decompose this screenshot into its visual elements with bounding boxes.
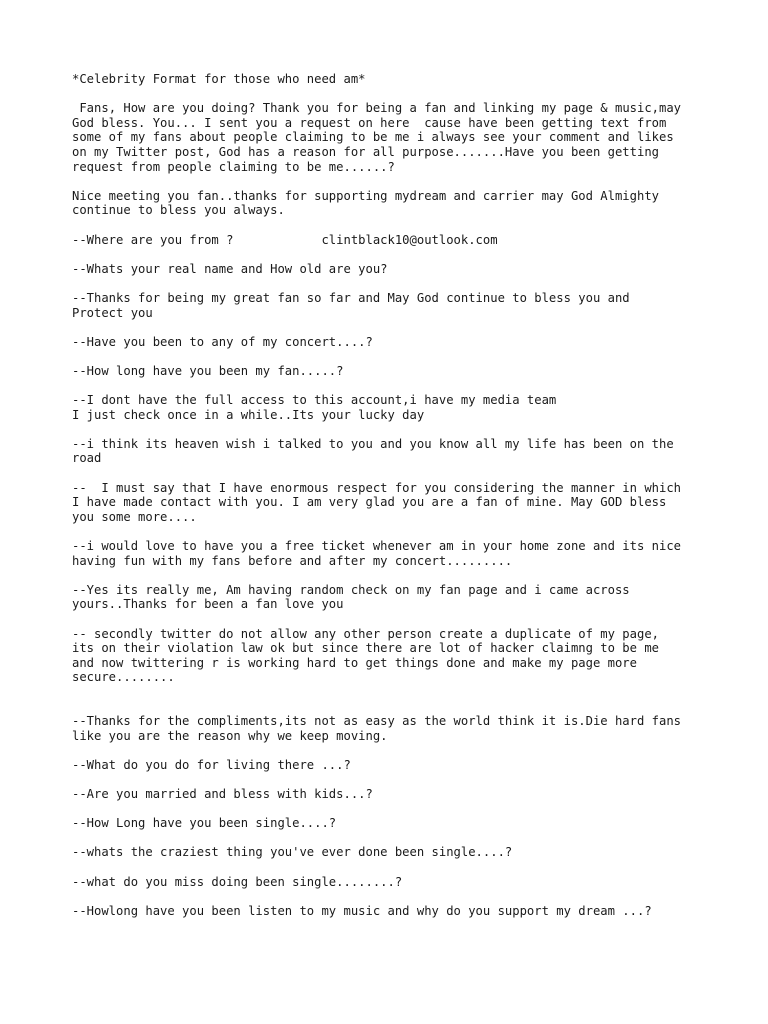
paragraph-fan-greeting: Fans, How are you doing? Thank you for being a fan and linking my page & music,may God bless. You... I sent you a request on here cause have been getting text from some of my fans about people claiming to be me i always see your comment and likes on my Twitter post, God has a reason for all purpose.......Have you been getting request from people claiming to be me......? [72,101,682,174]
paragraph-media-team: --I dont have the full access to this account,i have my media team I just check once in a while..Its your lucky day [72,393,557,422]
paragraph-miss-doing: --what do you miss doing been single........? [72,874,403,889]
paragraph-free-ticket: --i would love to have you a free ticket whenever am in your home zone and its nice having fun with my fans before and after my concert......... [72,539,682,568]
paragraph-where-from: --Where are you from ? clintblack10@outlook.com [72,232,498,247]
paragraph-listen-music: --Howlong have you been listen to my music and why do you support my dream ...? [72,903,652,918]
paragraph-single: --How Long have you been single....? [72,816,337,831]
paragraph-compliments: --Thanks for the compliments,its not as easy as the world think it is.Die hard fans like you are the reason why we keep moving. [72,714,682,743]
paragraph-respect: -- I must say that I have enormous respect for you considering the manner in which I have made contact with you. I am very glad you are a fan of mine. May GOD bless you some more.... [72,480,682,524]
paragraph-married: --Are you married and bless with kids...? [72,787,373,802]
paragraph-real-name: --Whats your real name and How old are you? [72,261,388,276]
paragraph-nice-meeting: Nice meeting you fan..thanks for supporting mydream and carrier may God Almighty continue to bless you always. [72,188,659,218]
paragraph-concert: --Have you been to any of my concert....? [72,334,373,349]
paragraph-thanks-great-fan: --Thanks for being my great fan so far and May God continue to bless you and Protect you [72,290,630,320]
paragraph-how-long-fan: --How long have you been my fan.....? [72,363,344,378]
document-page [72,72,712,933]
paragraph-twitter-duplicate: -- secondly twitter do not allow any other person create a duplicate of my page, its on their violation law ok but since there are lot of hacker claimng to be me and now twittering r is working hard to get things done and make my page more secure........ [72,626,659,685]
paragraph-really-me: --Yes its really me, Am having random check on my fan page and i came across yours..Thanks for been a fan love you [72,582,630,612]
paragraph-craziest: --whats the craziest thing you've ever done been single....? [72,845,513,860]
paragraph-heaven: --i think its heaven wish i talked to you and you know all my life has been on the road [72,436,674,466]
document-title: *Celebrity Format for those who need am* [72,72,366,86]
paragraph-living: --What do you do for living there ...? [72,757,351,772]
